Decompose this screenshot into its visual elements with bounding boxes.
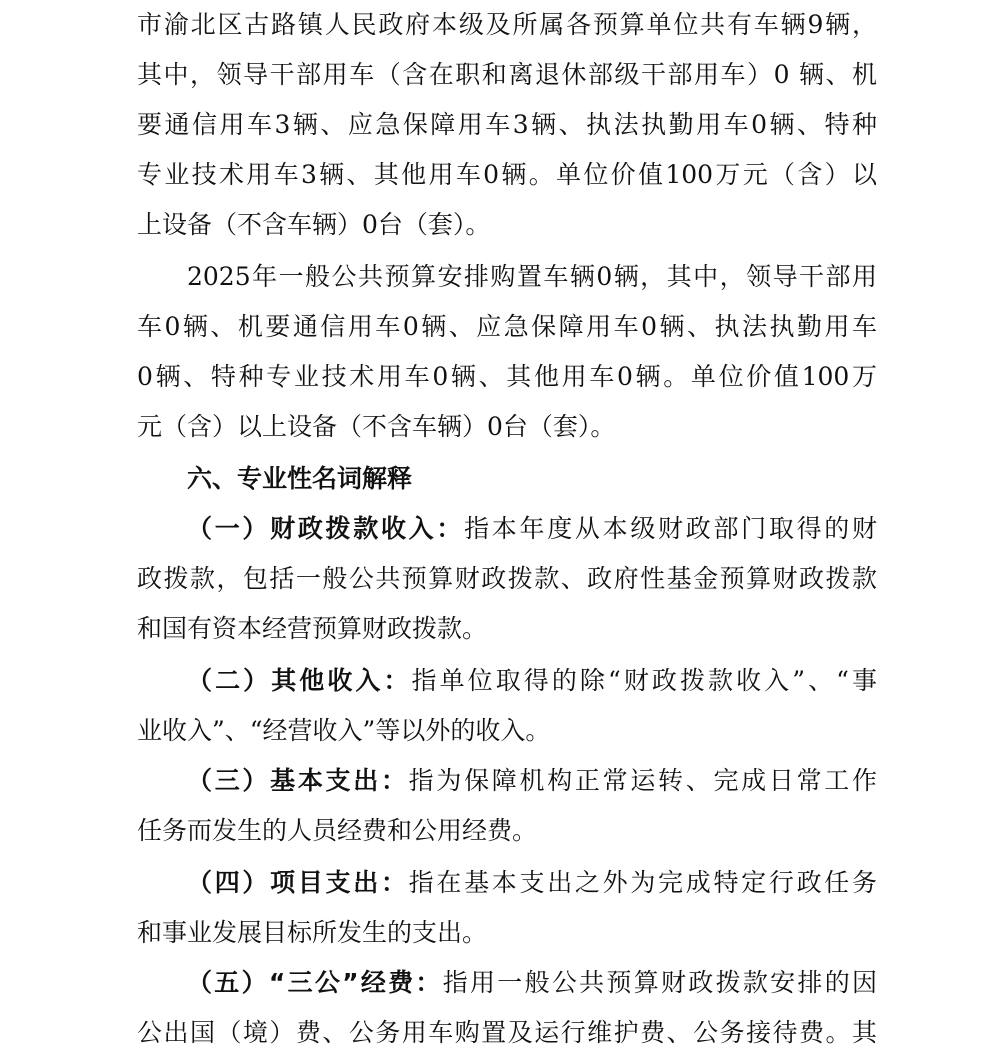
definition-line (187, 760, 877, 802)
paragraph-line: 元（含）以上设备（不含车辆）0台（套）。 (137, 412, 616, 441)
paragraph-line: 其中，领导干部用车（含在职和离退休部级干部用车）0 辆、机 (137, 60, 877, 89)
definition-line (187, 862, 877, 904)
definition-line (187, 508, 877, 550)
definition-text: 指在基本支出之外为完成特定行政任务 (408, 868, 877, 897)
term-label: （一）财政拨款收入： (187, 514, 465, 543)
paragraph-line: 公出国（境）费、公务用车购置及运行维护费、公务接待费。其 (137, 1018, 877, 1047)
paragraph-line: 政拨款，包括一般公共预算财政拨款、政府性基金预算财政拨款 (137, 564, 877, 593)
paragraph-line: 2025年一般公共预算安排购置车辆0辆，其中，领导干部用 (187, 262, 877, 291)
section-heading: 六、专业性名词解释 (187, 464, 413, 493)
paragraph-line: 市渝北区古路镇人民政府本级及所属各预算单位共有车辆9辆， (137, 10, 877, 39)
paragraph-line: 要通信用车3辆、应急保障用车3辆、执法执勤用车0辆、特种 (137, 110, 877, 139)
definition-line (187, 962, 877, 1004)
definition-text: 指本年度从本级财政部门取得的财 (464, 514, 877, 543)
paragraph-line: 0辆、特种专业技术用车0辆、其他用车0辆。单位价值100万 (137, 362, 877, 391)
definition-text: 指为保障机构正常运转、完成日常工作 (408, 766, 877, 795)
term-label: （二）其他收入： (187, 666, 412, 695)
definition-text: 指用一般公共预算财政拨款安排的因 (442, 968, 877, 997)
paragraph-line: 上设备（不含车辆）0台（套）。 (137, 210, 491, 239)
paragraph-line: 任务而发生的人员经费和公用经费。 (137, 816, 538, 845)
definition-text: 指单位取得的除“财政拨款收入”、“事 (411, 666, 877, 695)
paragraph-line: 和国有资本经营预算财政拨款。 (137, 614, 488, 643)
term-label: （四）项目支出： (187, 868, 409, 897)
term-label: （五）“三公”经费： (187, 968, 443, 997)
paragraph-line: 专业技术用车3辆、其他用车0辆。单位价值100万元（含）以 (137, 160, 877, 189)
paragraph-line: 和事业发展目标所发生的支出。 (137, 918, 488, 947)
paragraph-line: 车0辆、机要通信用车0辆、应急保障用车0辆、执法执勤用车 (137, 312, 877, 341)
paragraph-line: 业收入”、“经营收入”等以外的收入。 (137, 716, 551, 745)
term-label: （三）基本支出： (187, 766, 409, 795)
definition-line (187, 660, 877, 702)
